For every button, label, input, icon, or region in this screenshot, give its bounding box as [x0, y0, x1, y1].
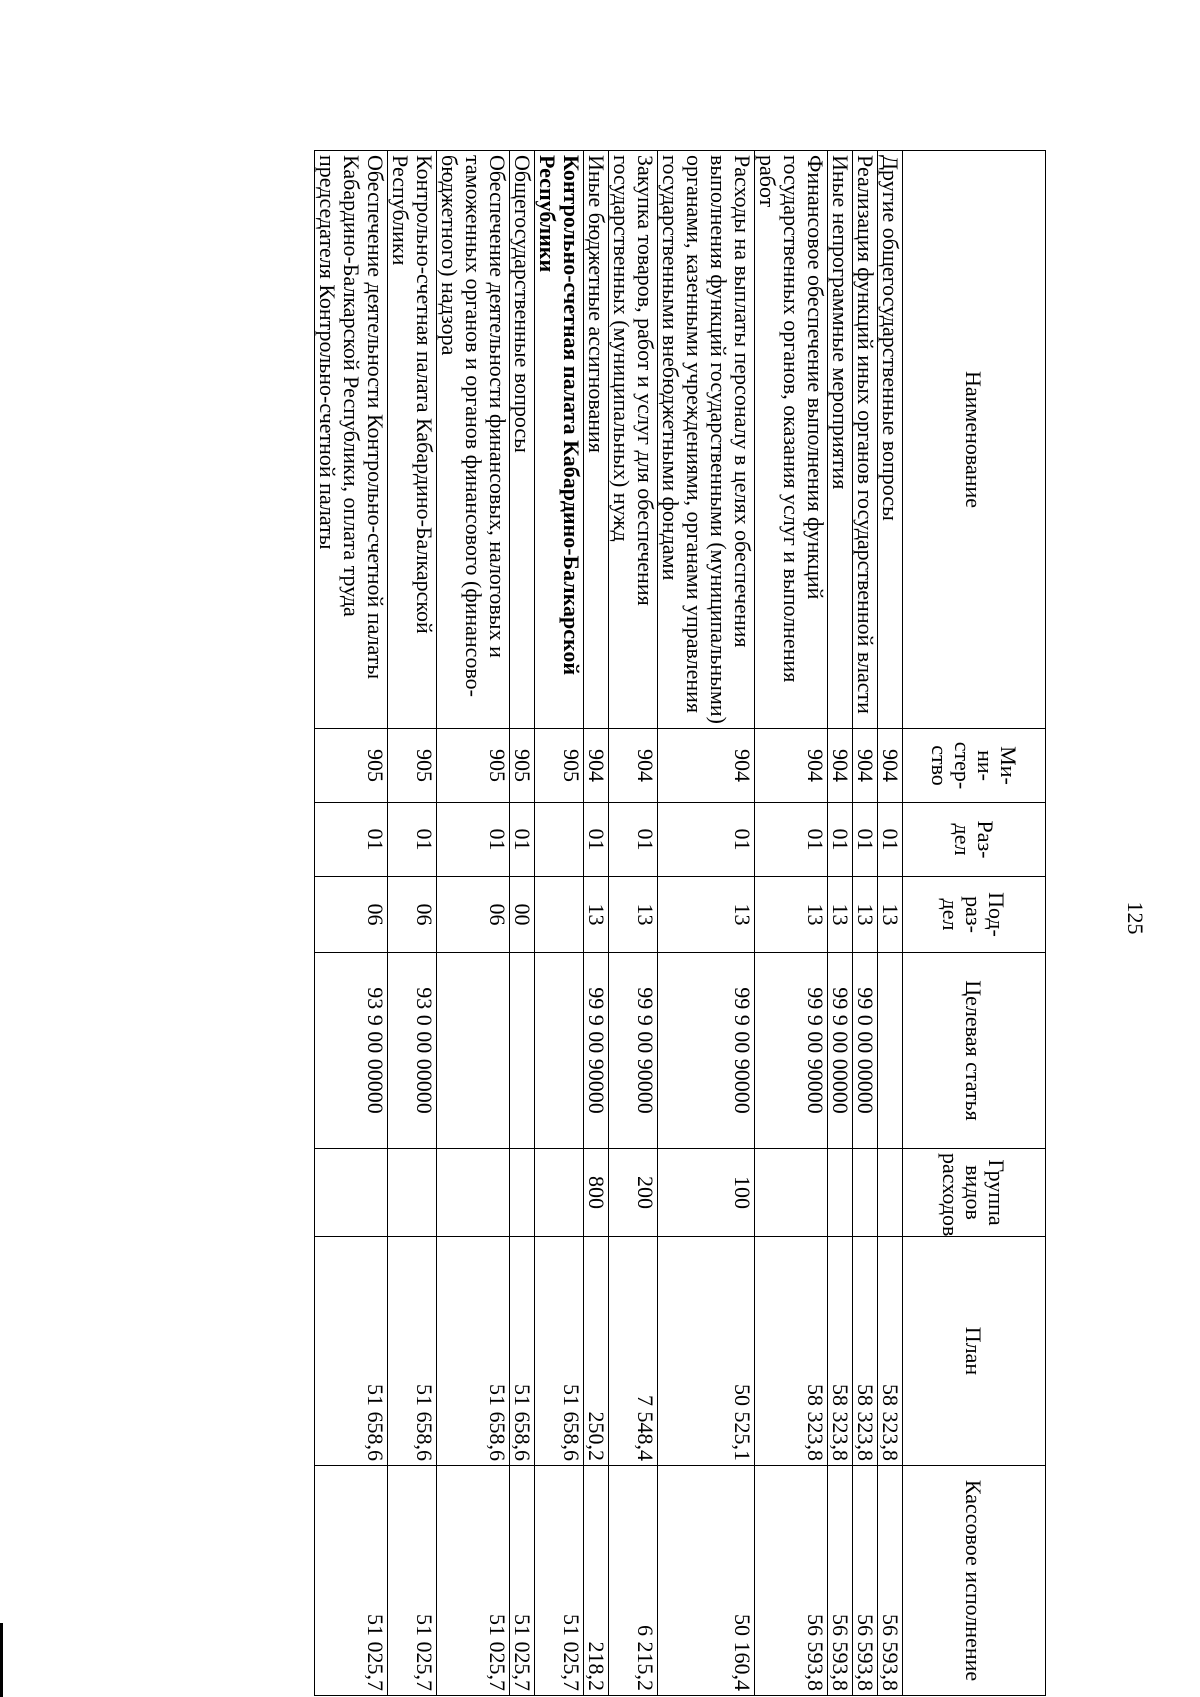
cell-execution: 51 025,7 — [535, 1466, 584, 1696]
table-row — [437, 151, 510, 1696]
cell-section: 01 — [658, 803, 755, 877]
cell-target-article — [437, 953, 510, 1149]
cell-name: Иные непрограммные мероприятия — [828, 151, 853, 729]
cell-ministry: 904 — [853, 729, 878, 803]
header-execution: Кассовое исполнение — [903, 1466, 1046, 1696]
cell-execution: 51 025,7 — [388, 1466, 437, 1696]
cell-expense-group: 100 — [658, 1149, 755, 1237]
cell-target-article — [510, 953, 535, 1149]
cell-section: 01 — [388, 803, 437, 877]
table-row — [388, 151, 437, 1696]
header-ministry: Ми-ни-стер-ство — [903, 729, 1046, 803]
cell-execution: 51 025,7 — [315, 1466, 388, 1696]
cell-ministry: 905 — [315, 729, 388, 803]
cell-ministry: 905 — [510, 729, 535, 803]
cell-target-article: 93 0 00 00000 — [388, 953, 437, 1149]
cell-section: 01 — [853, 803, 878, 877]
cell-expense-group — [755, 1149, 828, 1237]
table-row — [609, 151, 658, 1696]
cell-section: 01 — [437, 803, 510, 877]
cell-plan: 58 323,8 — [878, 1237, 903, 1466]
header-plan: План — [903, 1237, 1046, 1466]
cell-ministry: 905 — [535, 729, 584, 803]
cell-name: Общегосударственные вопросы — [510, 151, 535, 729]
cell-subsection — [535, 877, 584, 953]
cell-target-article — [535, 953, 584, 1149]
cell-ministry: 905 — [388, 729, 437, 803]
table-row — [584, 151, 609, 1696]
cell-expense-group — [535, 1149, 584, 1237]
cell-section: 01 — [315, 803, 388, 877]
budget-table — [314, 150, 1046, 1696]
cell-subsection: 13 — [853, 877, 878, 953]
cell-name: Иные бюджетные ассигнования — [584, 151, 609, 729]
cell-plan: 51 658,6 — [535, 1237, 584, 1466]
cell-name: Финансовое обеспечение выполнения функций государственных органов, оказания услуг и выполнения работ — [755, 151, 828, 729]
header-target-article: Целевая статья — [903, 953, 1046, 1149]
cell-section — [535, 803, 584, 877]
cell-plan: 51 658,6 — [437, 1237, 510, 1466]
cell-ministry: 904 — [584, 729, 609, 803]
table-row — [510, 151, 535, 1696]
table-row — [828, 151, 853, 1696]
table-row — [535, 151, 584, 1696]
table-row — [853, 151, 878, 1696]
cell-plan: 58 323,8 — [828, 1237, 853, 1466]
page-edge-mark — [0, 1623, 3, 1697]
cell-expense-group — [853, 1149, 878, 1237]
cell-ministry: 904 — [828, 729, 853, 803]
cell-name: Контрольно-счетная палата Кабардино-Балкарской Республики — [388, 151, 437, 729]
cell-section: 01 — [878, 803, 903, 877]
table-header-row — [903, 151, 1046, 1696]
cell-subsection: 06 — [315, 877, 388, 953]
cell-execution: 51 025,7 — [437, 1466, 510, 1696]
cell-subsection: 13 — [658, 877, 755, 953]
table-row — [315, 151, 388, 1696]
cell-expense-group: 200 — [609, 1149, 658, 1237]
cell-subsection: 06 — [388, 877, 437, 953]
cell-target-article: 99 9 00 90000 — [609, 953, 658, 1149]
cell-target-article: 99 0 00 00000 — [853, 953, 878, 1149]
cell-execution: 56 593,8 — [755, 1466, 828, 1696]
table-row — [878, 151, 903, 1696]
cell-section: 01 — [609, 803, 658, 877]
cell-name: Расходы на выплаты персоналу в целях обеспечения выполнения функций государственными (муниципальными) органами, казенными учреждениями, органами управления государственными внебюджетными фондами — [658, 151, 755, 729]
header-section: Раз-дел — [903, 803, 1046, 877]
cell-target-article — [878, 953, 903, 1149]
cell-expense-group: 800 — [584, 1149, 609, 1237]
cell-ministry: 904 — [755, 729, 828, 803]
cell-expense-group — [878, 1149, 903, 1237]
cell-subsection: 13 — [609, 877, 658, 953]
cell-name: Обеспечение деятельности Контрольно-счетной палаты Кабардино-Балкарской Республики, оплата труда председателя Контрольно-счетной палаты — [315, 151, 388, 729]
cell-name: Закупка товаров, работ и услуг для обеспечения государственных (муниципальных) нужд — [609, 151, 658, 729]
cell-execution: 218,2 — [584, 1466, 609, 1696]
cell-execution: 56 593,8 — [853, 1466, 878, 1696]
cell-ministry: 904 — [609, 729, 658, 803]
header-expense-group: Группа видов расходов — [903, 1149, 1046, 1237]
cell-plan: 7 548,4 — [609, 1237, 658, 1466]
cell-execution: 6 215,2 — [609, 1466, 658, 1696]
cell-ministry: 904 — [878, 729, 903, 803]
table-row — [755, 151, 828, 1696]
cell-subsection: 06 — [437, 877, 510, 953]
cell-subsection: 13 — [878, 877, 903, 953]
cell-plan: 51 658,6 — [510, 1237, 535, 1466]
cell-expense-group — [315, 1149, 388, 1237]
cell-execution: 56 593,8 — [878, 1466, 903, 1696]
rotated-page-content — [241, 150, 1046, 1695]
cell-subsection: 13 — [828, 877, 853, 953]
cell-execution: 51 025,7 — [510, 1466, 535, 1696]
cell-expense-group — [828, 1149, 853, 1237]
cell-name: Контрольно-счетная палата Кабардино-Балкарской Республики — [535, 151, 584, 729]
header-name: Наименование — [903, 151, 1046, 729]
cell-target-article: 99 9 00 90000 — [658, 953, 755, 1149]
header-subsection: Под-раз-дел — [903, 877, 1046, 953]
table-body — [315, 151, 903, 1696]
cell-plan: 250,2 — [584, 1237, 609, 1466]
cell-subsection: 00 — [510, 877, 535, 953]
cell-ministry: 905 — [437, 729, 510, 803]
cell-section: 01 — [755, 803, 828, 877]
cell-subsection: 13 — [755, 877, 828, 953]
cell-expense-group — [510, 1149, 535, 1237]
cell-ministry: 904 — [658, 729, 755, 803]
cell-section: 01 — [510, 803, 535, 877]
cell-name: Другие общегосударственные вопросы — [878, 151, 903, 729]
cell-plan: 51 658,6 — [388, 1237, 437, 1466]
cell-plan: 51 658,6 — [315, 1237, 388, 1466]
cell-name: Обеспечение деятельности финансовых, налоговых и таможенных органов и органов финансового (финансово-бюджетного) надзора — [437, 151, 510, 729]
page-number: 125 — [1123, 901, 1148, 935]
cell-execution: 56 593,8 — [828, 1466, 853, 1696]
cell-plan: 50 525,1 — [658, 1237, 755, 1466]
cell-target-article: 99 9 00 00000 — [828, 953, 853, 1149]
cell-execution: 50 160,4 — [658, 1466, 755, 1696]
cell-target-article: 99 9 00 90000 — [584, 953, 609, 1149]
cell-section: 01 — [828, 803, 853, 877]
table-row — [658, 151, 755, 1696]
cell-plan: 58 323,8 — [755, 1237, 828, 1466]
cell-expense-group — [388, 1149, 437, 1237]
cell-subsection: 13 — [584, 877, 609, 953]
cell-plan: 58 323,8 — [853, 1237, 878, 1466]
cell-section: 01 — [584, 803, 609, 877]
cell-target-article: 99 9 00 90000 — [755, 953, 828, 1149]
cell-target-article: 93 9 00 00000 — [315, 953, 388, 1149]
cell-name: Реализация функций иных органов государственной власти — [853, 151, 878, 729]
cell-expense-group — [437, 1149, 510, 1237]
